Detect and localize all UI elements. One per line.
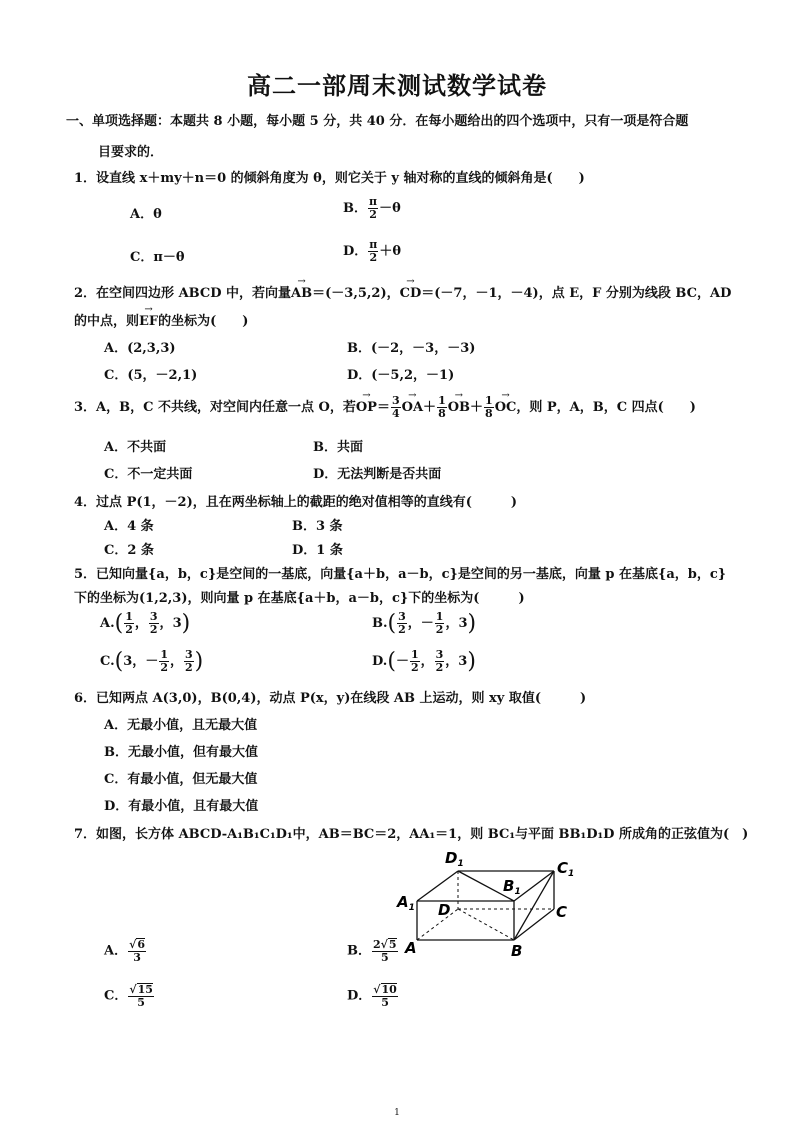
q7-stem: 7．如图，长方体 ABCD-A₁B₁C₁D₁中，AB＝BC＝2，AA₁＝1，则 BC₁与平面 BB₁D₁D 所成角的正弦值为( ) — [74, 827, 749, 842]
section-heading: 一、单项选择题：本题共 8 小题，每小题 5 分，共 40 分．在每小题给出的四个选项中，只有一项是符合题 — [66, 114, 689, 129]
q2-option-b: B．(－2，－3，－3) — [347, 341, 476, 356]
q1-stem: 1．设直线 x＋my＋n＝0 的倾斜角度为 θ，则它关于 y 轴对称的直线的倾斜角是( ) — [74, 171, 585, 186]
q2-option-c: C．(5，－2,1) — [104, 368, 198, 383]
q6-option-b: B．无最小值，但有最大值 — [104, 745, 258, 760]
label-b1: $B_1$ — [503, 877, 521, 897]
label-c: C — [556, 903, 568, 921]
label-a1: $A_1$ — [397, 893, 415, 913]
q6-stem: 6．已知两点 A(3,0)，B(0,4)，动点 P(x，y)在线段 AB 上运动，则 xy 取值( ) — [74, 691, 587, 706]
label-d1: $D_1$ — [445, 849, 464, 869]
q4-stem: 4．过点 P(1，－2)，且在两坐标轴上的截距的绝对值相等的直线有( ) — [74, 495, 518, 510]
page-number: 1 — [394, 1108, 400, 1118]
q5-option-a: A.( $\frac{1}{2}$ ， $\frac{3}{2}$ ，3) — [100, 610, 191, 636]
q1-option-d: D． $\frac{\pi}{2}$ ＋θ — [343, 238, 402, 264]
cuboid-figure — [390, 845, 590, 965]
q7-option-a: A． $\frac{√6}{3}$ — [104, 938, 145, 964]
section-heading-cont: 目要求的． — [98, 145, 164, 160]
q3-option-d: D．无法判断是否共面 — [313, 467, 442, 482]
page-title: 高二一部周末测试数学试卷 — [247, 71, 547, 100]
label-a: A — [405, 939, 417, 957]
q2-stem-cont: 的中点，则→ EF的坐标为( ) — [74, 310, 248, 329]
q4-option-d: D．1 条 — [292, 543, 343, 558]
q5-stem-cont: 下的坐标为(1,2,3)，则向量 p 在基底{a＋b，a－b，c}下的坐标为( ) — [74, 591, 525, 606]
q5-option-d: D.(－ $\frac{1}{2}$ ， $\frac{3}{2}$ ，3) — [372, 648, 476, 674]
q5-stem: 5．已知向量{a，b，c}是空间的一基底，向量{a＋b，a－b，c}是空间的另一基底，向量 p 在基底{a，b，c} — [74, 567, 727, 582]
q6-option-d: D．有最小值，且有最大值 — [104, 799, 259, 814]
label-b: B — [511, 942, 523, 960]
q5-option-c: C.(3，－ $\frac{1}{2}$ ， $\frac{3}{2}$ ) — [100, 648, 204, 674]
q7-option-c: C． $\frac{√15}{5}$ — [104, 983, 153, 1009]
q1-option-c: C．π－θ — [130, 250, 185, 265]
q3-stem: 3．A，B，C 不共线，对空间内任意一点 O，若→ OP＝ $\frac{3}{4}$ → OA＋ $\frac{1}{8}$ → OB＋ $\frac{1}{8}$ → OC，则 P，A，B，C 四点( ) — [74, 395, 696, 420]
q5-option-b: B.( $\frac{3}{2}$ ，－ $\frac{1}{2}$ ，3) — [372, 610, 477, 636]
q2-stem: 2．在空间四边形 ABCD 中，若向量→ AB＝(－3,5,2)，→ CD＝(－7，－1，－4)，点 E，F 分别为线段 BC，AD — [74, 282, 731, 301]
q4-option-a: A．4 条 — [104, 519, 154, 534]
q7-option-b: B． $\frac{2√5}{5}$ — [347, 938, 397, 964]
q4-option-b: B．3 条 — [292, 519, 343, 534]
q3-option-c: C．不一定共面 — [104, 467, 193, 482]
q3-option-b: B．共面 — [313, 440, 363, 455]
q1-option-a: A．θ — [130, 207, 162, 222]
q4-option-c: C．2 条 — [104, 543, 154, 558]
q2-option-d: D．(－5,2，－1) — [347, 368, 455, 383]
label-d: D — [438, 901, 451, 919]
q6-option-a: A．无最小值，且无最大值 — [104, 718, 258, 733]
q7-option-d: D． $\frac{√10}{5}$ — [347, 983, 397, 1009]
label-c1: $C_1$ — [557, 859, 575, 879]
q3-option-a: A．不共面 — [104, 440, 167, 455]
q6-option-c: C．有最小值，但无最大值 — [104, 772, 258, 787]
q1-option-b: B． $\frac{\pi}{2}$ －θ — [343, 195, 401, 221]
q2-option-a: A．(2,3,3) — [104, 341, 176, 356]
